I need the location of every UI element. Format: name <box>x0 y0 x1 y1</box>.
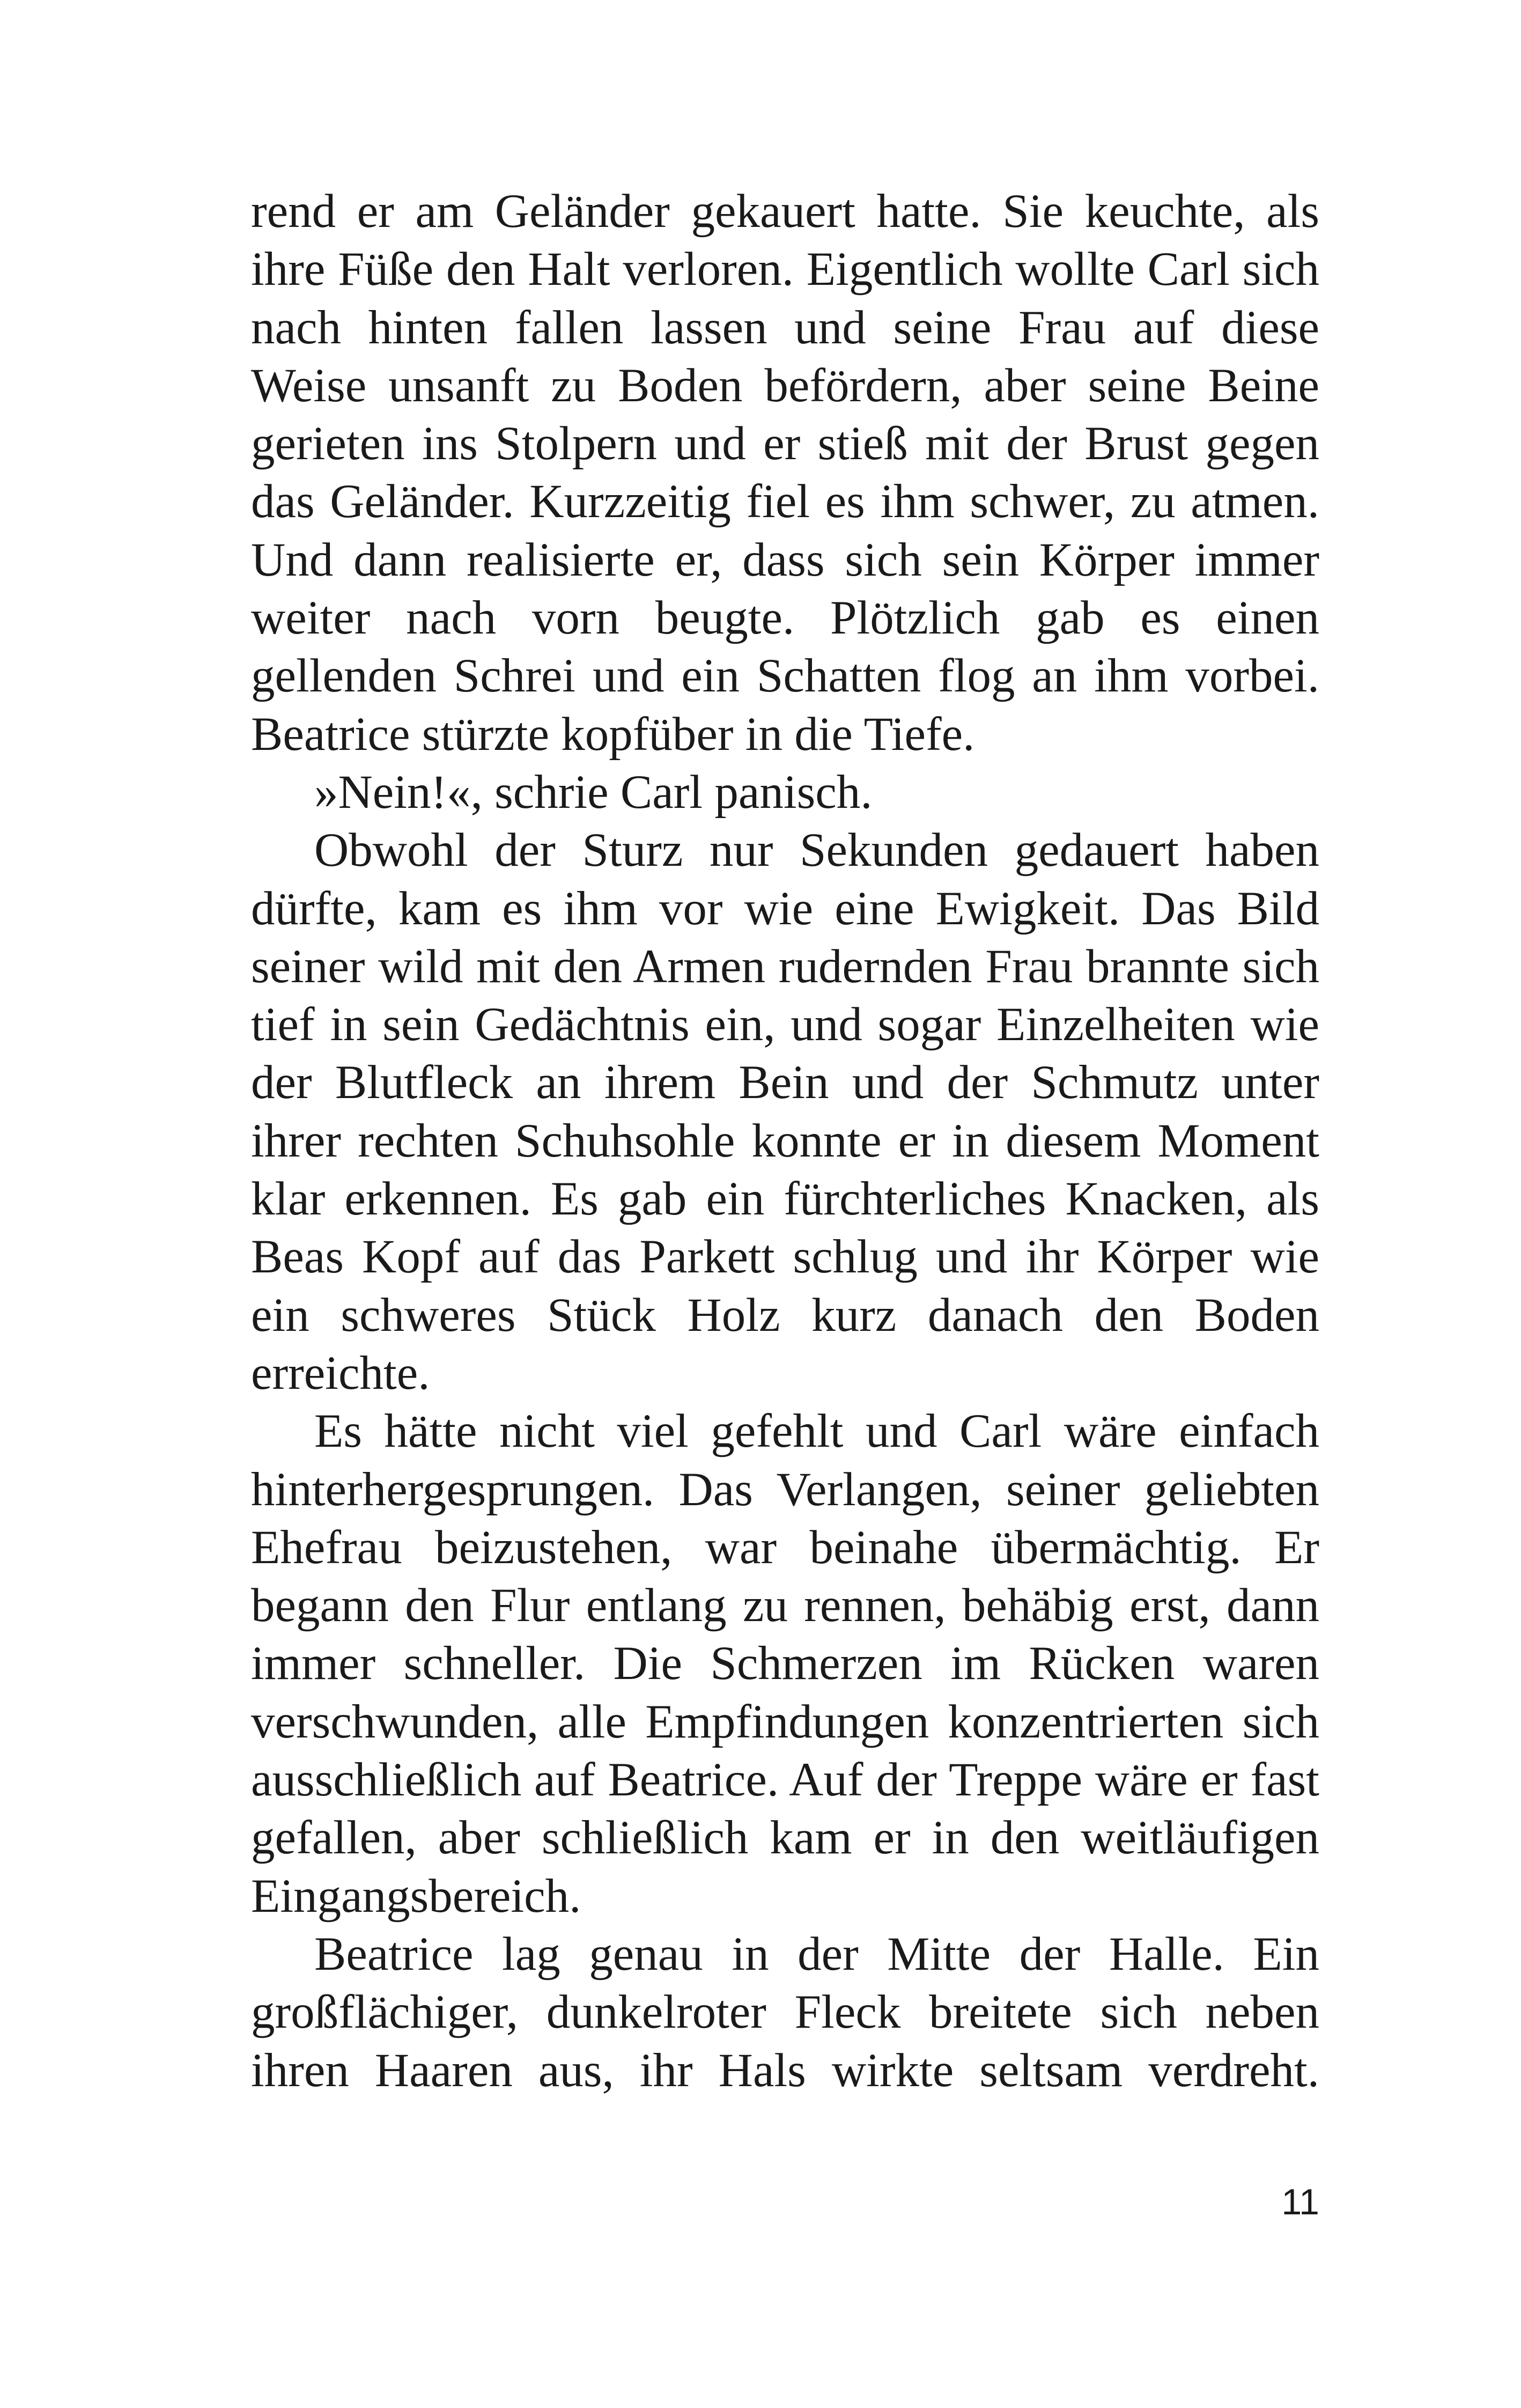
paragraph: Beatrice lag genau in der Mitte der Halle. Ein großflächiger, dunkelroter Fleck breitete sich neben ihren Haaren aus, ihr Hals wirkte seltsam verdreht. <box>251 1927 1319 2097</box>
paragraph: Obwohl der Sturz nur Sekunden gedauert haben dürfte, kam es ihm vor wie eine Ewigkeit. Das Bild seiner wild mit den Armen rudernden Frau brannte sich tief in sein Gedächtnis ein, und sogar Einzelheiten wie der Blutfleck an ihrem Bein und der Schmutz unter ihrer rechten Schuhsohle konnte er in diesem Moment klar erkennen. Es gab ein fürchterliches Knacken, als Beas Kopf auf das Parkett schlug und ihr Körper wie ein schweres Stück Holz kurz danach den Boden erreichte. <box>251 824 1319 1400</box>
paragraph: rend er am Geländer gekauert hatte. Sie keuchte, als ihre Füße den Halt verloren. Eigentlich wollte Carl sich nach hinten fallen lassen und seine Frau auf diese Weise unsanft zu Boden befördern, aber seine Beine gerieten ins Stolpern und er stieß mit der Brust gegen das Geländer. Kurzzeitig fiel es ihm schwer, zu atmen. Und dann realisierte er, dass sich sein Körper immer weiter nach vorn beugte. Plötzlich gab es einen gellenden Schrei und ein Schatten flog an ihm vorbei. Beatrice stürzte kopfüber in die Tiefe. <box>251 185 1319 761</box>
paragraph: Es hätte nicht viel gefehlt und Carl wäre einfach hinterhergesprungen. Das Verlangen, seiner geliebten Ehefrau beizustehen, war beinahe übermächtig. Er begann den Flur entlang zu rennen, behäbig erst, dann immer schneller. Die Schmerzen im Rücken waren verschwunden, alle Empfindungen konzentrierten sich ausschließlich auf Beatrice. Auf der Treppe wäre er fast gefallen, aber schließlich kam er in den weitläufigen Eingangsbereich. <box>251 1405 1319 1923</box>
page-number: 11 <box>1281 2182 1319 2222</box>
body-text <box>251 182 1319 2100</box>
paragraph: »Nein!«, schrie Carl panisch. <box>314 765 873 819</box>
